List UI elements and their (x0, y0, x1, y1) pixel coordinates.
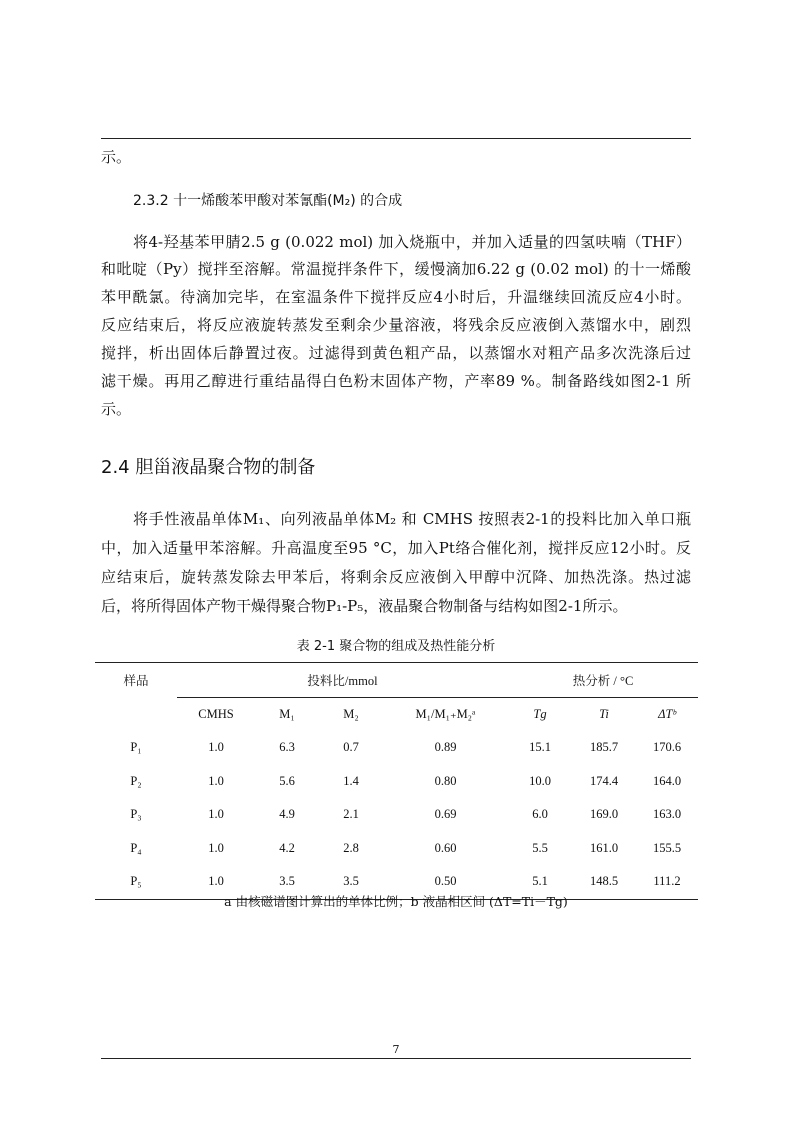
cell-m1: 4.9 (279, 807, 295, 822)
cell-m2: 1.4 (343, 773, 359, 788)
page-number: 7 (392, 1043, 400, 1056)
cell-delta-t: 164.0 (652, 773, 682, 788)
para1-line-7: 示。 (101, 400, 132, 418)
cell-delta-t: 163.0 (652, 807, 682, 822)
table-row (95, 731, 698, 765)
para1-line-2: 和吡啶（Py）搅拌至溶解。常温搅拌条件下，缓慢滴加6.22 g (0.02 mol) 的十一烯酸 (101, 260, 691, 278)
header-feed-ratio: 投料比/mmol (177, 663, 508, 698)
subheader-ti: Ti (599, 706, 609, 721)
cell-m1: 6.3 (279, 740, 295, 755)
cell-delta-t: 111.2 (636, 865, 698, 899)
cell-m1: 5.6 (279, 773, 295, 788)
cell-cmhs: 1.0 (208, 773, 224, 788)
subheader-cmhs: CMHS (198, 706, 234, 721)
cell-ti: 148.5 (572, 865, 636, 899)
para1-line-4: 反应结束后，将反应液旋转蒸发至剩余少量溶液，将残余反应液倒入蒸馏水中，剧烈 (101, 316, 691, 334)
cell-sample: P₁ (130, 740, 142, 755)
cell-cmhs: 1.0 (208, 740, 224, 755)
table-caption: 表 2-1 聚合物的组成及热性能分析 (296, 639, 496, 654)
table-row (95, 832, 698, 866)
subheader-m2: M₂ (343, 706, 359, 721)
top-rule (101, 138, 691, 139)
cell-m1: 3.5 (255, 865, 319, 899)
para1-line-3: 苯甲酰氯。待滴加完毕，在室温条件下搅拌反应4小时后，升温继续回流反应4小时。 (101, 288, 691, 306)
cell-m2: 0.7 (343, 740, 359, 755)
table-row (95, 765, 698, 799)
para2-line-1: 将手性液晶单体M₁、向列液晶单体M₂ 和 CMHS 按照表2-1的投料比加入单口瓶 (133, 510, 691, 528)
cell-ti: 185.7 (589, 740, 619, 755)
para2-line-4: 后，将所得固体产物干燥得聚合物P₁-P₅，液晶聚合物制备与结构如图2-1所示。 (101, 597, 628, 615)
cell-sample: P₅ (95, 865, 177, 899)
cell-m1: 4.2 (279, 840, 295, 855)
prev-paragraph-tail: 示。 (101, 148, 132, 166)
header-thermal-analysis: 热分析 / °C (508, 663, 698, 698)
para2-line-3: 应结束后，旋转蒸发除去甲苯后，将剩余反应液倒入甲醇中沉降、加热洗涤。热过滤 (101, 568, 691, 586)
cell-cmhs: 1.0 (208, 807, 224, 822)
header-sample: 样品 (95, 663, 177, 698)
para1-line-1: 将4-羟基苯甲腈2.5 g (0.022 mol) 加入烧瓶中，并加入适量的四氢呋喃（THF） (133, 233, 691, 251)
cell-ti: 161.0 (589, 840, 619, 855)
cell-m2: 2.8 (343, 840, 359, 855)
cell-ti: 169.0 (589, 807, 619, 822)
cell-m2: 2.1 (343, 807, 359, 822)
cell-tg: 5.1 (508, 865, 572, 899)
para1-line-6: 滤干燥。再用乙醇进行重结晶得白色粉末固体产物，产率89 %。制备路线如图2-1 所 (101, 372, 691, 390)
cell-m2: 3.5 (319, 865, 383, 899)
cell-ratio: 0.89 (434, 740, 457, 755)
cell-tg: 15.1 (529, 740, 551, 755)
subheader-ratio: M₁/M₁₊M₂ᵃ (415, 707, 476, 722)
cell-cmhs: 1.0 (208, 840, 224, 855)
cell-tg: 10.0 (529, 773, 551, 788)
cell-ratio: 0.69 (434, 807, 457, 822)
para1-line-5: 搅拌，析出固体后静置过夜。过滤得到黄色粗产品，以蒸馏水对粗产品多次洗涤后过 (101, 344, 691, 362)
table-row (95, 798, 698, 832)
para2-line-2: 中，加入适量甲苯溶解。升高温度至95 °C，加入Pt络合催化剂，搅拌反应12小时。反 (101, 539, 691, 557)
cell-cmhs: 1.0 (177, 865, 255, 899)
cell-ratio: 0.60 (434, 840, 457, 855)
cell-sample: P₂ (130, 773, 142, 788)
cell-tg: 5.5 (532, 840, 548, 855)
subheader-m1: M₁ (279, 706, 295, 721)
section-heading-2-4: 2.4 胆甾液晶聚合物的制备 (101, 457, 316, 478)
cell-delta-t: 155.5 (652, 840, 682, 855)
cell-ti: 174.4 (589, 773, 619, 788)
cell-sample: P₃ (130, 807, 142, 822)
cell-delta-t: 170.6 (652, 740, 682, 755)
polymer-composition-table (95, 662, 698, 900)
cell-ratio: 0.50 (383, 865, 508, 899)
subheader-tg: Tg (533, 706, 547, 721)
header-blank (95, 697, 177, 731)
cell-ratio: 0.80 (434, 773, 457, 788)
table-footnote: a 由核磁谱图计算出的单体比例；b 液晶相区间 (ΔT=Ti－Tg) (224, 894, 568, 909)
bottom-rule (101, 1058, 691, 1059)
cell-sample: P₄ (130, 840, 142, 855)
section-heading-2-3-2: 2.3.2 十一烯酸苯甲酸对苯氰酯(M₂) 的合成 (133, 193, 403, 209)
cell-tg: 6.0 (532, 807, 548, 822)
subheader-delta-t: ΔTᵇ (658, 706, 676, 721)
